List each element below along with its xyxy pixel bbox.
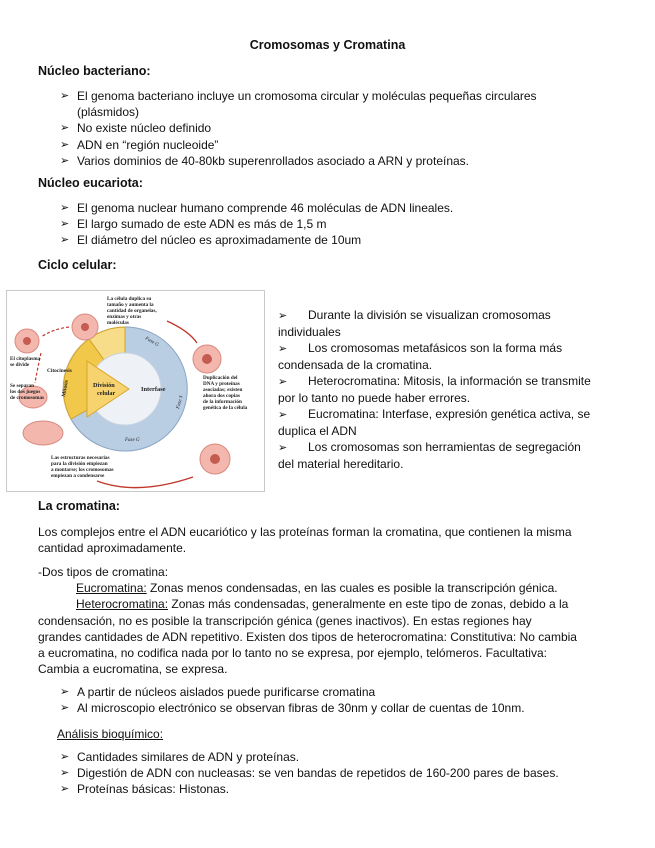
paragraph-line: grandes cantidades de ADN repetitivo. Existen dos tipos de heterocromatina: Constitutiva: No cambia: [38, 629, 577, 644]
list-item-text: Heterocromatina: Mitosis, la información se transmite: [308, 374, 591, 388]
section-heading-cycle: Ciclo celular:: [38, 258, 117, 272]
cycle-arrow: [41, 327, 69, 337]
diagram-label-line: Duplicación del: [203, 375, 238, 381]
list-item: [60, 88, 620, 120]
diagram-label-line: ahora dos copias: [203, 393, 240, 399]
diagram-label: [51, 455, 115, 479]
paragraph-line: a eucromatina, no codifica nada por lo tanto no se expresa, por ejemplo, telómeros. Facultativa:: [38, 646, 547, 661]
list-item-text: Los cromosomas metafásicos son la forma más: [308, 341, 563, 355]
cell-cycle-figure: [7, 291, 264, 491]
diagram-label-line: DNA y proteínas: [203, 381, 240, 387]
diagram-label-line: El citoplasma: [10, 356, 41, 362]
cycle-arrow: [167, 321, 197, 343]
section-heading-eukaryote: Núcleo eucariota:: [38, 176, 143, 190]
list-item: ➢ A partir de núcleos aislados puede purificarse cromatina: [60, 684, 630, 700]
list-item: ➢ Digestión de ADN con nucleasas: se ven bandas de repetidos de 160-200 pares de bases.: [60, 765, 630, 781]
paragraph-line: condensación, no es posible la transcripción génica (genes inactivos). En estas regiones hay: [38, 613, 532, 628]
mitosis-label: Mitosis: [61, 379, 70, 398]
paragraph-line: Los complejos entre el ADN eucariótico y las proteínas forman la cromatina, que contienen la misma: [38, 525, 572, 539]
diagram-label-line: de la información: [203, 399, 242, 405]
cycle-bullets: [278, 307, 618, 472]
list-item: ➢ El largo sumado de este ADN es más de 1,5 m: [60, 216, 620, 232]
list-item-continuation: del material hereditario.: [278, 457, 404, 471]
list-item: [278, 340, 618, 357]
list-item-text: Eucromatina: Interfase, expresión genética activa, se: [308, 407, 591, 421]
list-item-continuation: individuales: [278, 325, 341, 339]
heterocromatina-line: [38, 596, 623, 612]
arrow-bullet-icon: ➢: [278, 310, 288, 322]
section-heading-bacterial: Núcleo bacteriano:: [38, 64, 151, 78]
arrow-bullet-icon: ➢: [278, 442, 288, 454]
list-item-text: (plásmidos): [77, 105, 140, 120]
list-item-text: Varios dominios de 40-80kb superenrollados asociado a ARN y proteínas.: [77, 153, 470, 168]
list-item: [278, 373, 618, 390]
list-item: ➢ Proteínas básicas: Histonas.: [60, 781, 630, 797]
nucleus-image: [23, 337, 31, 345]
analysis-heading: Análisis bioquímico:: [57, 727, 164, 741]
cycle-arrow: [97, 477, 193, 488]
bacterial-list: [60, 88, 620, 169]
diagram-label-line: moléculas: [107, 320, 129, 326]
diagram-label: [107, 296, 158, 326]
cell-cycle-diagram: [6, 290, 265, 492]
list-item-text: Los cromosomas son herramientas de segregación: [308, 440, 581, 454]
diagram-label: [10, 383, 44, 401]
list-item: [278, 406, 618, 423]
diagram-label-line: División: [93, 382, 115, 389]
diagram-label-line: asociadas; existen: [203, 387, 243, 393]
diagram-label-line: se divide: [10, 362, 30, 368]
diagram-label-line: celular: [97, 390, 116, 397]
analysis-list: [60, 749, 630, 798]
paragraph-line: cantidad aproximadamente.: [38, 541, 187, 556]
list-item: [278, 439, 618, 456]
eucromatina-text: Zonas menos condensadas, en las cuales es posible la transcripción génica.: [146, 581, 558, 596]
types-label: -Dos tipos de cromatina:: [38, 565, 169, 579]
chromatin-intro: [38, 524, 623, 556]
arrow-bullet-icon: ➢: [278, 376, 288, 388]
diagram-label-line: enzimas y otras: [107, 314, 142, 320]
phase-label: Fase G: [125, 438, 140, 443]
list-item: [278, 307, 618, 324]
diagram-label-line: Se separan: [10, 383, 35, 389]
arrow-bullet-icon: ➢: [278, 409, 288, 421]
paragraph-line: Cambia a eucromatina, se expresa.: [38, 662, 228, 677]
diagram-label-line: para la división empiezan: [51, 461, 108, 467]
eucromatina-line: [38, 580, 623, 596]
list-item: ➢ El diámetro del núcleo es aproximadamente de 10um: [60, 232, 620, 248]
list-item-continuation: duplica el ADN: [278, 424, 357, 438]
diagram-label: [10, 356, 41, 368]
list-item-text: No existe núcleo definido: [77, 121, 212, 136]
eucromatina-term: Eucromatina:: [76, 581, 147, 596]
list-item: ➢ El genoma nuclear humano comprende 46 moléculas de ADN lineales.: [60, 200, 620, 216]
diagram-label-line: empiezan a condensarse: [51, 473, 105, 479]
phase-label: Fase G: [144, 336, 160, 349]
diagram-label-line: La célula duplica su: [107, 296, 152, 302]
diagram-label-line: a montarse; los cromosomas: [51, 467, 114, 473]
list-item-text: ADN en “región nucleoide”: [77, 137, 219, 152]
list-item-continuation: por lo tanto no puede haber errores.: [278, 391, 471, 405]
heterocromatina-text: Zonas más condensadas, generalmente en este tipo de zonas, debido a la: [168, 597, 569, 612]
list-item: [60, 120, 620, 136]
chromatin-types: [38, 564, 623, 677]
page-title: Cromosomas y Cromatina: [249, 38, 406, 52]
diagram-label-line: tamaño y aumenta la: [107, 302, 154, 308]
list-item: ➢ Al microscopio electrónico se observan fibras de 30nm y collar de cuentas de 10nm.: [60, 700, 630, 716]
cell-image: [23, 421, 63, 445]
diagram-label-line: los dos juegos: [10, 389, 41, 395]
center-label: [93, 382, 116, 397]
citocinesis-label: Citocinesis: [47, 368, 72, 374]
interfase-label: Interfase: [141, 386, 166, 393]
phase-label: Fase S: [176, 395, 185, 410]
list-item-text: El genoma bacteriano incluye un cromosoma circular y moléculas pequeñas circulares: [77, 89, 537, 103]
list-item-text: Durante la división se visualizan cromosomas: [308, 308, 551, 322]
nucleus-image: [81, 323, 89, 331]
diagram-label: [203, 375, 248, 411]
nucleus-image: [202, 354, 212, 364]
eukaryote-list: [60, 200, 620, 249]
list-item: ➢ Cantidades similares de ADN y proteínas.: [60, 749, 630, 765]
chromatin-list: [60, 684, 630, 716]
diagram-label-line: cantidad de organelas,: [107, 308, 157, 314]
section-heading-chromatin: La cromatina:: [38, 499, 120, 513]
nucleus-image: [210, 454, 220, 464]
list-item: [60, 153, 620, 169]
diagram-label-line: Las estructuras necesarias: [51, 455, 110, 461]
list-item-continuation: condensada de la cromatina.: [278, 358, 433, 372]
list-item: [60, 137, 620, 153]
diagram-label-line: de cromosomas: [10, 395, 45, 401]
diagram-label-line: genética de la célula: [203, 405, 248, 411]
heterocromatina-term: Heterocromatina:: [76, 597, 169, 612]
arrow-bullet-icon: ➢: [278, 343, 288, 355]
